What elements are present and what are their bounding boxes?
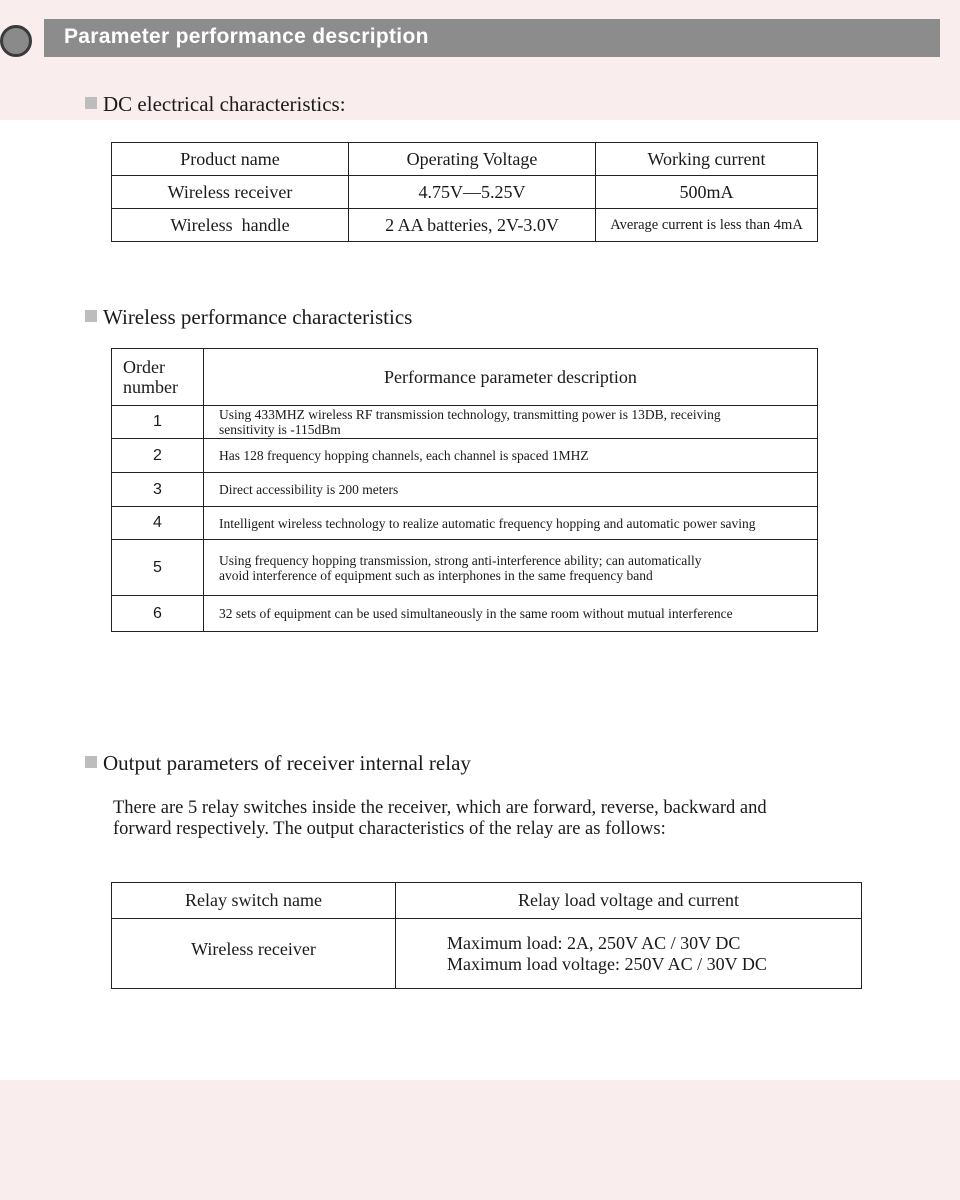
table-row [112,406,818,439]
table-row [112,439,818,473]
relay-intro-line: There are 5 relay switches inside the receiver, which are forward, reverse, backward and [113,798,767,818]
table-cell: Wireless receiver [112,919,396,989]
dc-section-title-text: DC electrical characteristics: [103,92,346,116]
order-number-header [112,349,204,406]
square-bullet-icon [85,310,97,322]
dc-characteristics-table [111,142,818,242]
relay-load-line: Maximum load voltage: 250V AC / 30V DC [447,953,767,974]
table-cell: Wireless handle [112,209,349,242]
dc-section-title [85,92,346,117]
table-header-row [112,349,818,406]
table-cell: Average current is less than 4mA [596,209,818,242]
table-row [112,473,818,507]
table-header-row [112,883,862,919]
page-title: Parameter performance description [64,25,429,48]
table-row [112,540,818,596]
description-line: 32 sets of equipment can be used simultaneously in the same room without mutual interference [219,606,733,621]
table-header-cell: Relay load voltage and current [396,883,862,919]
description-line: Has 128 frequency hopping channels, each channel is spaced 1MHZ [219,448,589,463]
description-cell [204,439,818,473]
section-header-bar [44,19,940,57]
description-cell [204,596,818,632]
description-line: Using 433MHZ wireless RF transmission technology, transmitting power is 13DB, receiving [219,407,721,422]
table-cell: 500mA [596,176,818,209]
order-number-cell: 3 [112,473,204,507]
relay-intro-line: forward respectively. The output characteristics of the relay are as follows: [113,819,666,839]
order-number-cell: 1 [112,406,204,439]
relay-load-line: Maximum load: 2A, 250V AC / 30V DC [447,932,741,953]
relay-output-table [111,882,862,989]
relay-section-title-text: Output parameters of receiver internal relay [103,751,471,775]
wireless-section-title [85,305,412,330]
table-cell: 2 AA batteries, 2V-3.0V [349,209,596,242]
order-header-line: Order [123,357,165,377]
table-cell: 4.75V—5.25V [349,176,596,209]
relay-section-title [85,751,471,776]
description-cell [204,540,818,596]
description-cell [204,406,818,439]
table-row [112,176,818,209]
order-number-cell: 4 [112,507,204,540]
table-header-cell: Working current [596,143,818,176]
table-row [112,209,818,242]
table-header-row [112,143,818,176]
table-row [112,596,818,632]
table-row [112,507,818,540]
table-row [112,919,862,989]
table-cell [396,919,862,989]
description-line: Using frequency hopping transmission, strong anti-interference ability; can automatically [219,552,702,568]
order-number-cell: 2 [112,439,204,473]
order-number-cell: 5 [112,540,204,596]
description-line: avoid interference of equipment such as interphones in the same frequency band [219,567,653,583]
description-line: Intelligent wireless technology to realize automatic frequency hopping and automatic power saving [219,515,756,531]
square-bullet-icon [85,97,97,109]
square-bullet-icon [85,756,97,768]
table-header-cell: Relay switch name [112,883,396,919]
order-number-cell: 6 [112,596,204,632]
description-header: Performance parameter description [204,349,818,406]
bottom-background-band [0,1080,960,1200]
relay-intro-paragraph [113,798,873,840]
description-line: sensitivity is -115dBm [219,422,341,437]
description-cell [204,507,818,540]
description-cell [204,473,818,507]
table-cell: Wireless receiver [112,176,349,209]
table-header-cell: Operating Voltage [349,143,596,176]
description-line: Direct accessibility is 200 meters [219,482,399,497]
performance-table [111,348,818,632]
wireless-section-title-text: Wireless performance characteristics [103,305,413,329]
circle-bullet-icon [0,25,32,57]
order-header-line: number [123,377,178,397]
table-header-cell: Product name [112,143,349,176]
